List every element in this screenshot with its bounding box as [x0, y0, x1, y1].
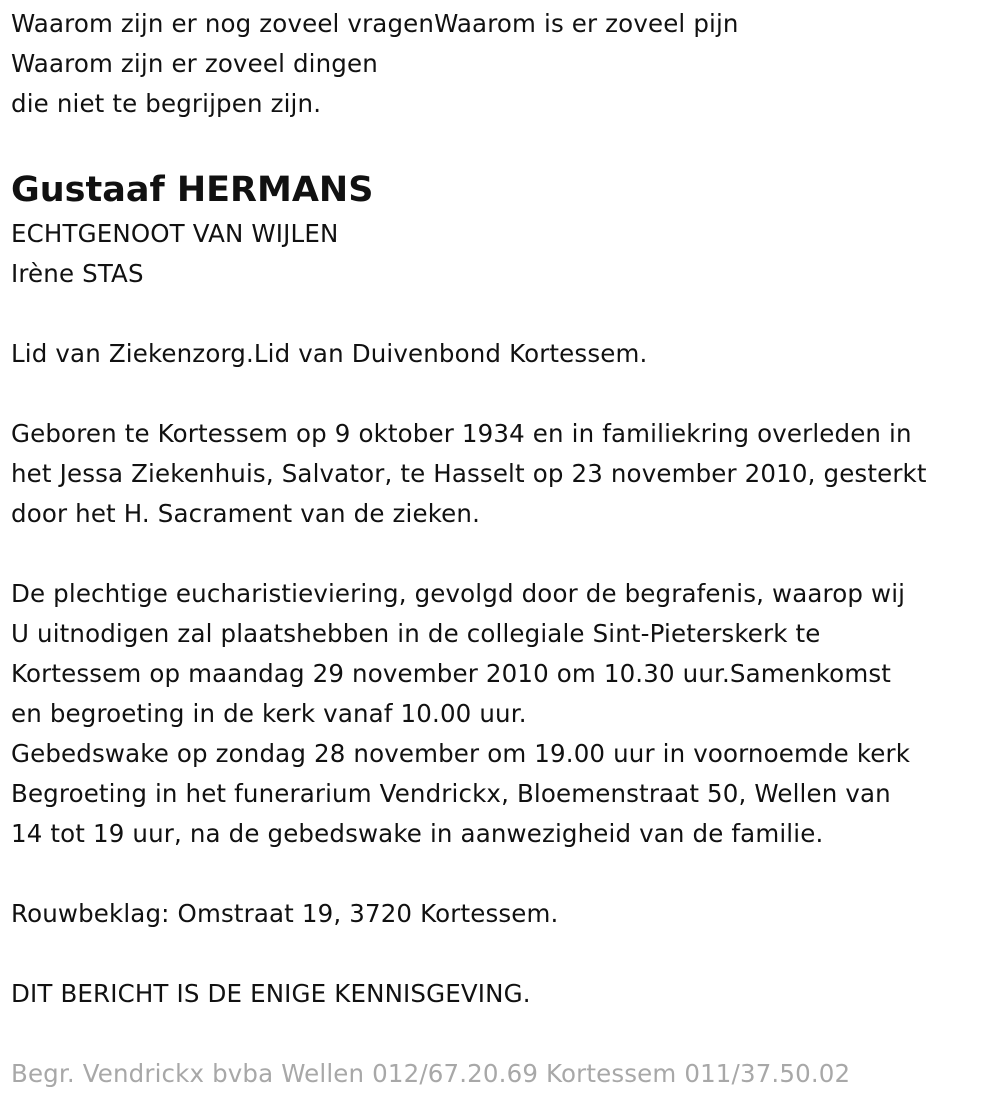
spacer [11, 294, 991, 334]
membership-paragraph [11, 334, 991, 374]
birth-death-paragraph [11, 414, 991, 534]
obituary-notice [11, 0, 991, 1094]
spacer [11, 854, 991, 894]
birth-death-line: Geboren te Kortessem op 9 oktober 1934 en in familiekring overleden in [11, 419, 912, 448]
notice-text: DIT BERICHT IS DE ENIGE KENNISGEVING. [11, 979, 531, 1008]
funeral-home-footer: Begr. Vendrickx bvba Wellen 012/67.20.69 Kortessem 011/37.50.02 [11, 1059, 851, 1088]
ceremony-line: Kortessem op maandag 29 november 2010 om 10.30 uur.Samenkomst [11, 659, 892, 688]
ceremony-line: Gebedswake op zondag 28 november om 19.00 uur in voornoemde kerk [11, 739, 911, 768]
poem-line: die niet te begrijpen zijn. [11, 89, 322, 118]
ceremony-paragraph [11, 574, 991, 854]
spouse-name: Irène STAS [11, 259, 144, 288]
condolence-address: Rouwbeklag: Omstraat 19, 3720 Kortessem. [11, 899, 559, 928]
poem-line: Waarom zijn er zoveel dingen [11, 49, 378, 78]
ceremony-line: Begroeting in het funerarium Vendrickx, Bloemenstraat 50, Wellen van [11, 779, 891, 808]
relation-text: ECHTGENOOT VAN WIJLEN [11, 219, 339, 248]
birth-death-line: door het H. Sacrament van de zieken. [11, 499, 481, 528]
deceased-name: Gustaaf HERMANS [11, 170, 374, 210]
spacer [11, 934, 991, 974]
spacer [11, 534, 991, 574]
birth-death-line: het Jessa Ziekenhuis, Salvator, te Hasselt op 23 november 2010, gesterkt [11, 459, 927, 488]
poem [11, 4, 991, 124]
ceremony-line: De plechtige eucharistieviering, gevolgd door de begrafenis, waarop wij [11, 579, 906, 608]
ceremony-line: U uitnodigen zal plaatshebben in de collegiale Sint-Pieterskerk te [11, 619, 821, 648]
ceremony-line: en begroeting in de kerk vanaf 10.00 uur. [11, 699, 527, 728]
deceased-block [11, 168, 991, 294]
poem-line: Waarom zijn er nog zoveel vragenWaarom is er zoveel pijn [11, 9, 739, 38]
membership-line: Lid van Ziekenzorg.Lid van Duivenbond Kortessem. [11, 339, 648, 368]
spacer [11, 1014, 991, 1054]
spacer [11, 374, 991, 414]
ceremony-line: 14 tot 19 uur, na de gebedswake in aanwezigheid van de familie. [11, 819, 824, 848]
